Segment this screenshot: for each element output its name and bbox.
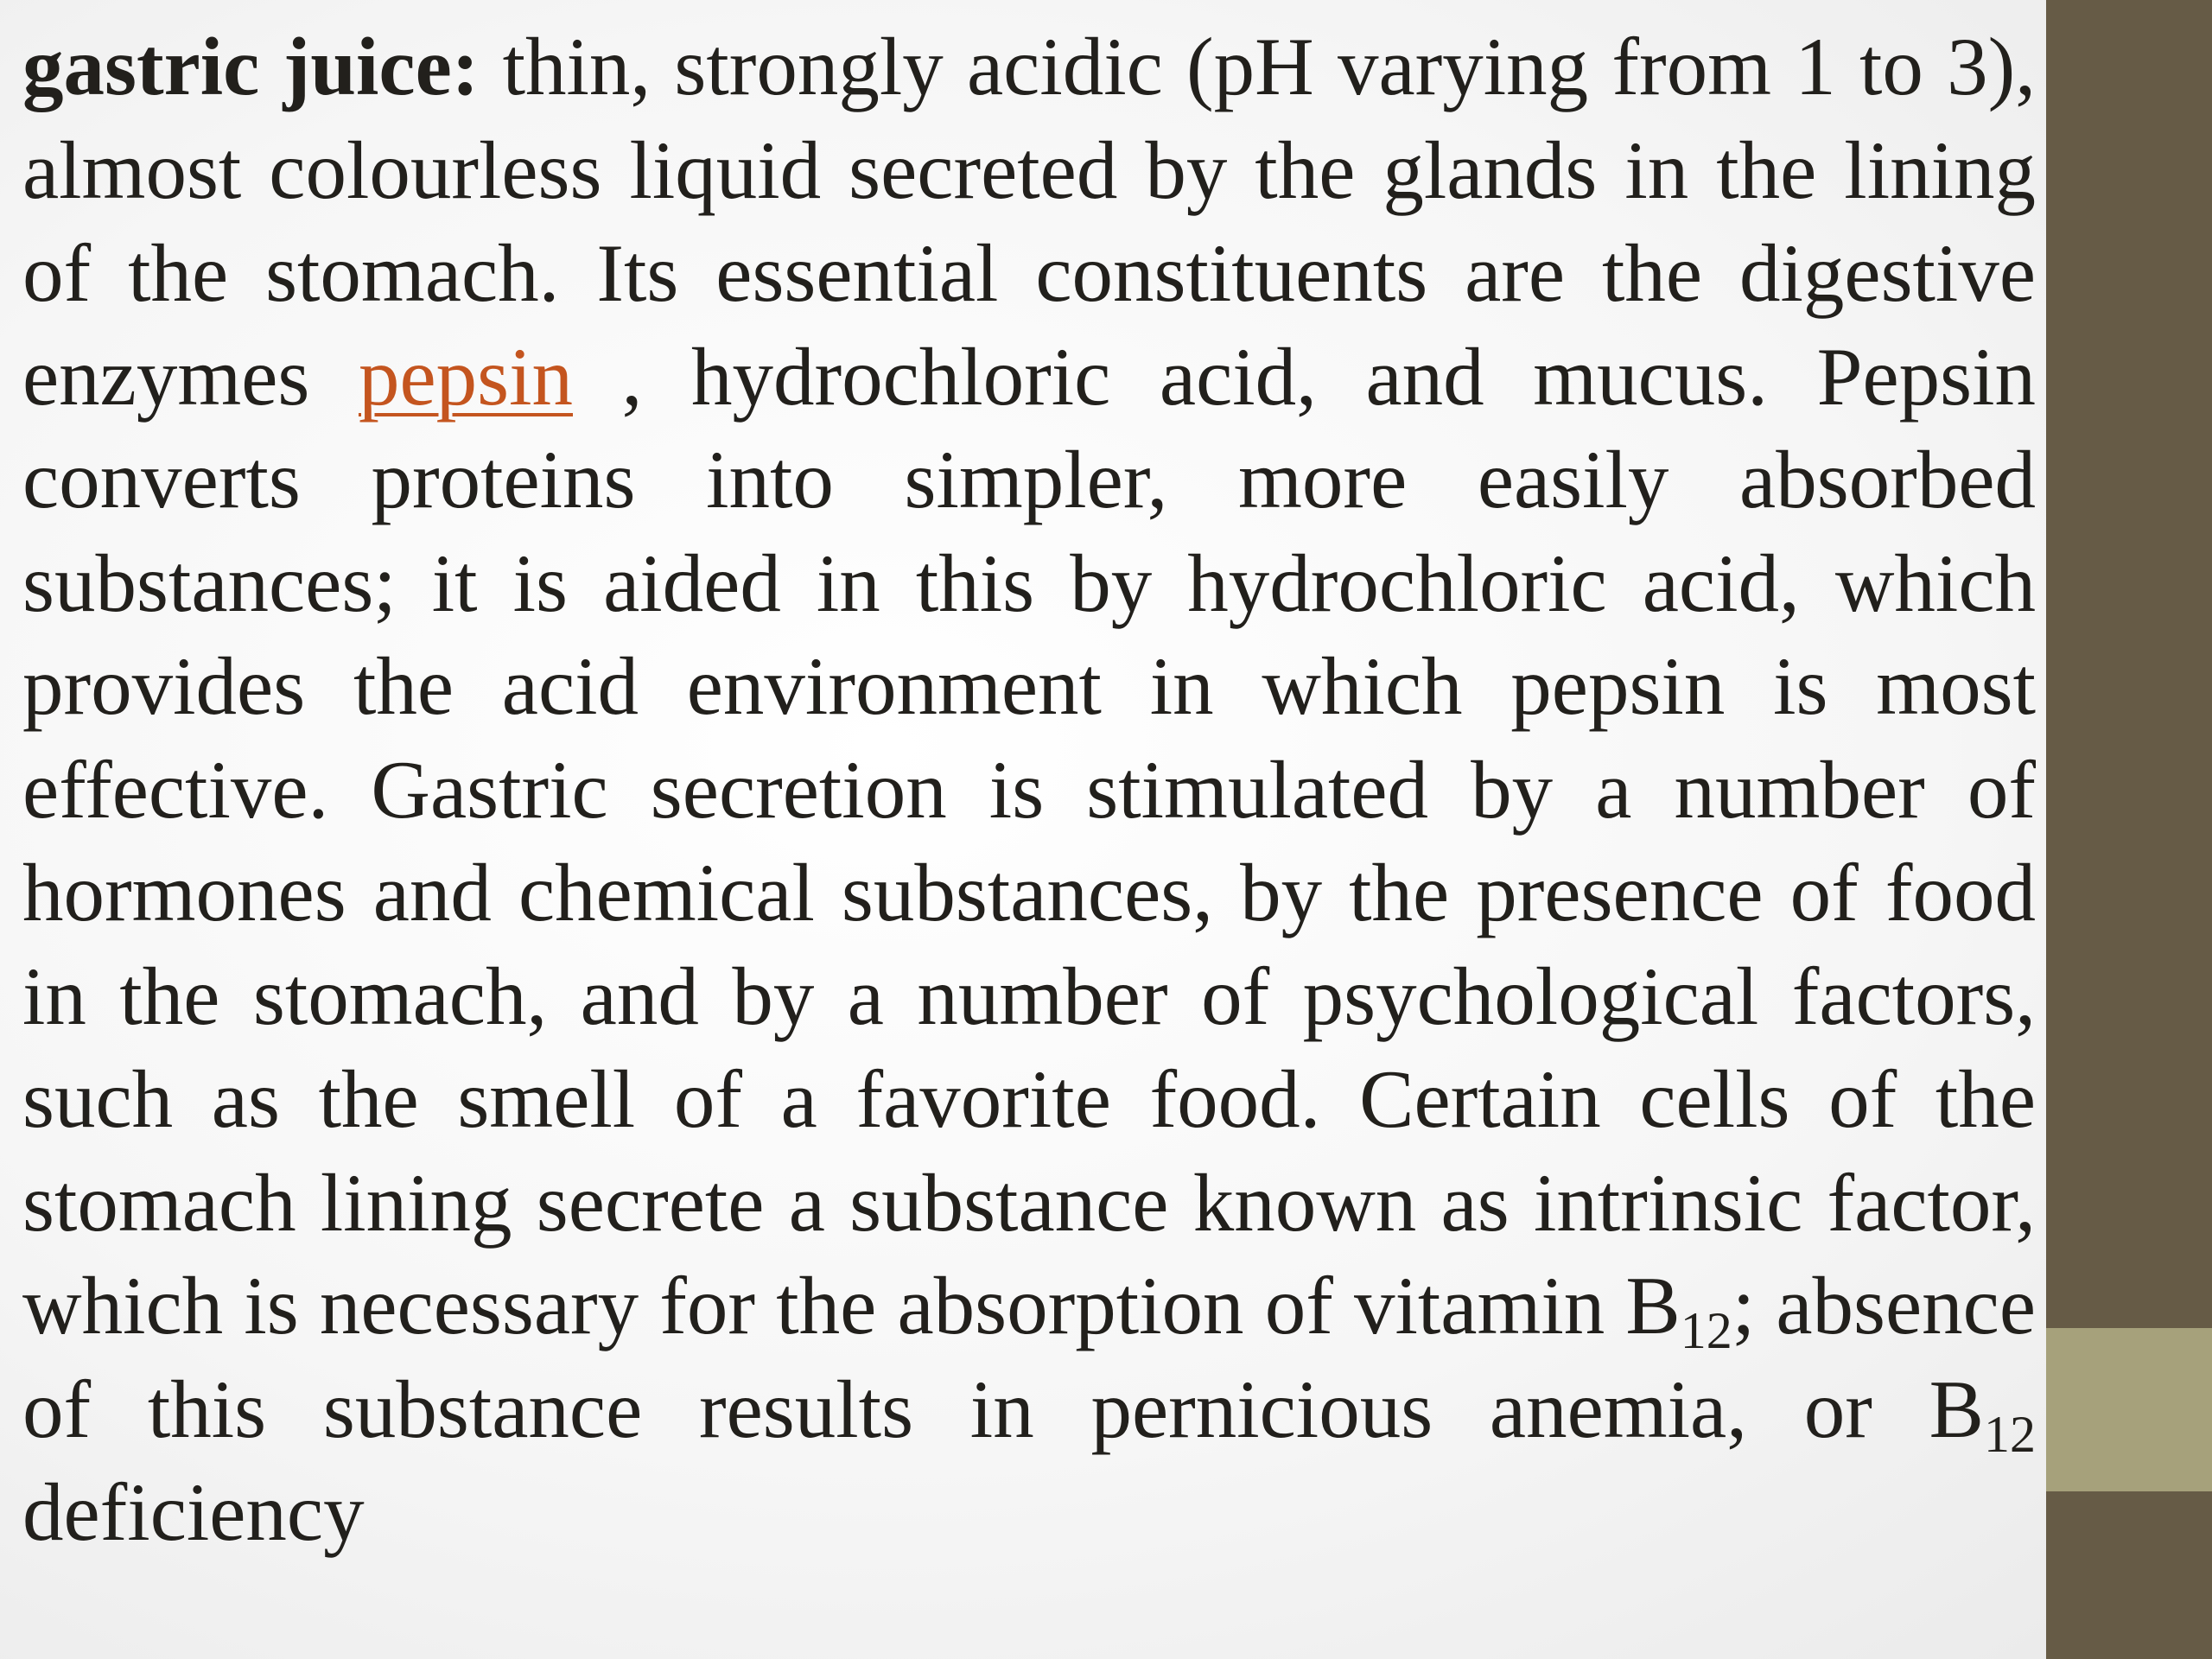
definition-text-part-3: ; absence of this substance results in pernicious anemia, or B: [22, 1260, 2036, 1455]
definition-text-part-2: , hydrochloric acid, and mucus. Pepsin converts proteins into simpler, more easily absorbed substances; it is aided in this by hydrochloric acid, which provides the acid environment in which pepsin is most effective. Gastric secretion is stimulated by a number of hormones and chemical substances, by the presence of food in the stomach, and by a number of psychological factors, such as the smell of a favorite food. Certain cells of the stomach lining secrete a substance known as intrinsic factor, which is necessary for the absorption of vitamin B: [22, 330, 2036, 1351]
pepsin-link[interactable]: pepsin: [358, 330, 573, 423]
definition-text-part-4: deficiency: [22, 1466, 365, 1558]
definition-paragraph: [22, 16, 2036, 1565]
definition-text-part-1: thin, strongly acidic (pH varying from 1 to 3), almost colourless liquid secreted by the glands in the lining of the stomach. Its essential constituents are the digestive enzymes: [22, 21, 2036, 423]
definition-term: gastric juice:: [22, 21, 480, 112]
decorative-side-accent: [2046, 1328, 2212, 1491]
subscript-12-second: 12: [1984, 1405, 2036, 1463]
subscript-12-first: 12: [1680, 1301, 1732, 1359]
